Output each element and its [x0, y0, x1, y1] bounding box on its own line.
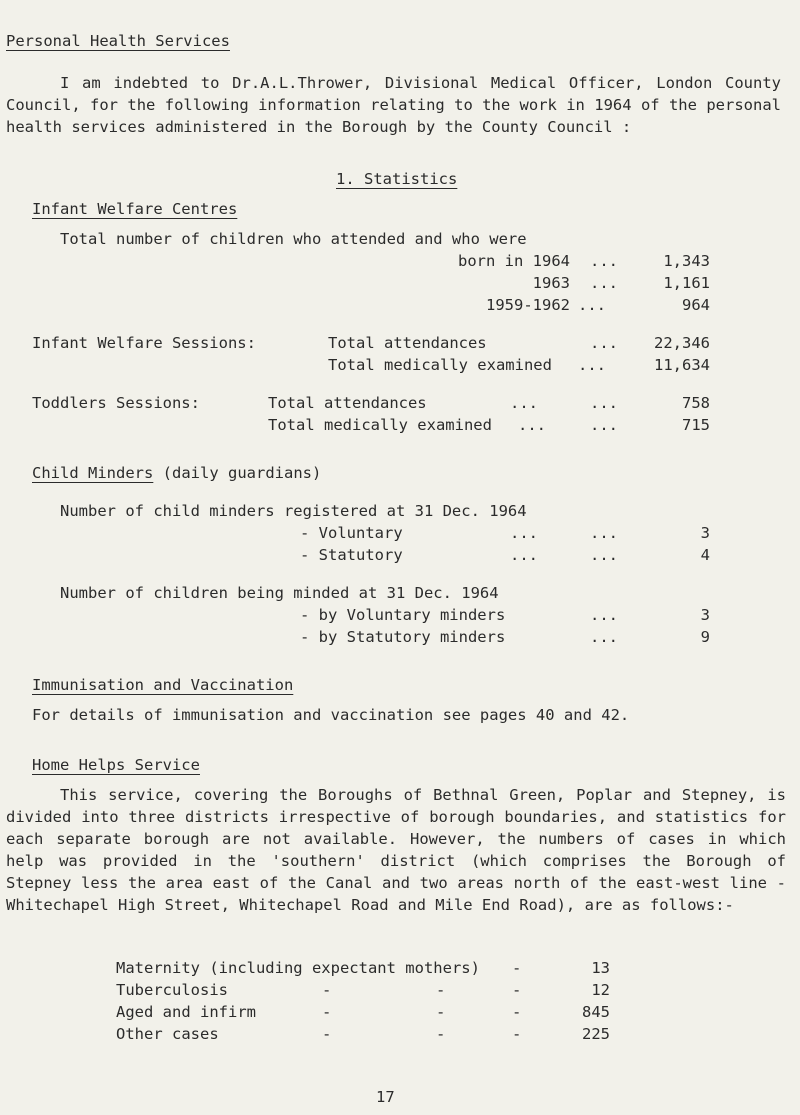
home-helps-paragraph: This service, covering the Boroughs of Bethnal Green, Poplar and Stepney, is divided into three districts irrespective of borough boundaries, and statistics for each separate borough are not available. However, the numbers of cases in which help was provided in the 'southern' district (which comprises the Borough of Stepney less the area east of the Canal and two areas north of the east-west line - Whitechapel High Street, Whitechapel Road and Mile End Road), are as follows:- [6, 786, 786, 914]
child-minders-heading-suffix: (daily guardians) [162, 464, 322, 482]
toddlers-attendances-value: 758 [682, 394, 710, 412]
cases-maternity-dash: - [512, 959, 522, 977]
toddlers-examined-label: Total medically examined [268, 416, 492, 434]
born-1959-1962-value: 964 [682, 296, 710, 314]
minded-statutory-dots: ... [590, 628, 618, 646]
cases-aged-dash2: - [436, 1003, 446, 1021]
born-1963-value: 1,161 [663, 274, 710, 292]
sessions-attendances-label: Total attendances [328, 334, 487, 352]
sessions-attendances-dots: ... [590, 334, 618, 352]
cases-other-dash1: - [322, 1025, 332, 1043]
toddlers-attendances-label: Total attendances [268, 394, 427, 412]
born-1963-label: 1963 [532, 274, 570, 292]
minded-statutory-value: 9 [700, 628, 710, 646]
cases-maternity-value: 13 [591, 959, 610, 977]
minded-voluntary-value: 3 [700, 606, 710, 624]
minded-line: Number of children being minded at 31 Dec. 1964 [60, 584, 499, 602]
home-helps-heading: Home Helps Service [32, 756, 200, 774]
cases-tuberculosis-dash2: - [436, 981, 446, 999]
cases-other-dash3: - [512, 1025, 522, 1043]
toddlers-attendances-dots2: ... [590, 394, 618, 412]
toddlers-examined-dots: ... [518, 416, 546, 434]
infant-welfare-heading: Infant Welfare Centres [32, 200, 238, 218]
sessions-examined-dots: ... [578, 356, 606, 374]
sessions-attendances-value: 22,346 [654, 334, 710, 352]
minded-voluntary-label: - by Voluntary minders [300, 606, 506, 624]
sessions-examined-label: Total medically examined [328, 356, 552, 374]
attended-line: Total number of children who attended and who were [60, 230, 527, 248]
cases-aged-dash1: - [322, 1003, 332, 1021]
page-number: 17 [376, 1088, 395, 1106]
registered-voluntary-label: - Voluntary [300, 524, 403, 542]
minded-statutory-label: - by Statutory minders [300, 628, 506, 646]
cases-other-value: 225 [582, 1025, 610, 1043]
born-1964-dots: ... [590, 252, 618, 270]
cases-tuberculosis-dash1: - [322, 981, 332, 999]
cases-maternity-label: Maternity (including expectant mothers) [116, 959, 480, 977]
cases-tuberculosis-label: Tuberculosis [116, 981, 228, 999]
born-1963-dots: ... [590, 274, 618, 292]
born-1959-1962-label: 1959-1962 [486, 296, 570, 314]
cases-tuberculosis-value: 12 [591, 981, 610, 999]
immunisation-text: For details of immunisation and vaccination see pages 40 and 42. [32, 706, 630, 724]
toddlers-label: Toddlers Sessions: [32, 394, 200, 412]
sessions-label: Infant Welfare Sessions: [32, 334, 256, 352]
child-minders-heading-line [32, 462, 321, 484]
toddlers-examined-dots2: ... [590, 416, 618, 434]
born-1959-1962-dots: ... [578, 296, 606, 314]
born-1964-value: 1,343 [663, 252, 710, 270]
minded-voluntary-dots: ... [590, 606, 618, 624]
registered-voluntary-dots: ... [510, 524, 538, 542]
registered-line: Number of child minders registered at 31 Dec. 1964 [60, 502, 527, 520]
born-1964-label: born in 1964 [458, 252, 570, 270]
cases-aged-dash3: - [512, 1003, 522, 1021]
registered-statutory-label: - Statutory [300, 546, 403, 564]
registered-voluntary-value: 3 [700, 524, 710, 542]
intro-paragraph: I am indebted to Dr.A.L.Thrower, Divisional Medical Officer, London County Council, for the following information relating to the work in 1964 of the personal health services administered in the Borough by the County Council : [6, 74, 781, 136]
cases-other-dash2: - [436, 1025, 446, 1043]
toddlers-attendances-dots: ... [510, 394, 538, 412]
registered-voluntary-dots2: ... [590, 524, 618, 542]
child-minders-heading: Child Minders [32, 464, 154, 482]
registered-statutory-dots2: ... [590, 546, 618, 564]
page-heading: Personal Health Services [6, 32, 230, 50]
immunisation-heading: Immunisation and Vaccination [32, 676, 294, 694]
statistics-title: 1. Statistics [336, 170, 458, 188]
sessions-examined-value: 11,634 [654, 356, 710, 374]
registered-statutory-dots: ... [510, 546, 538, 564]
cases-aged-label: Aged and infirm [116, 1003, 256, 1021]
cases-aged-value: 845 [582, 1003, 610, 1021]
cases-tuberculosis-dash3: - [512, 981, 522, 999]
toddlers-examined-value: 715 [682, 416, 710, 434]
cases-other-label: Other cases [116, 1025, 219, 1043]
registered-statutory-value: 4 [700, 546, 710, 564]
